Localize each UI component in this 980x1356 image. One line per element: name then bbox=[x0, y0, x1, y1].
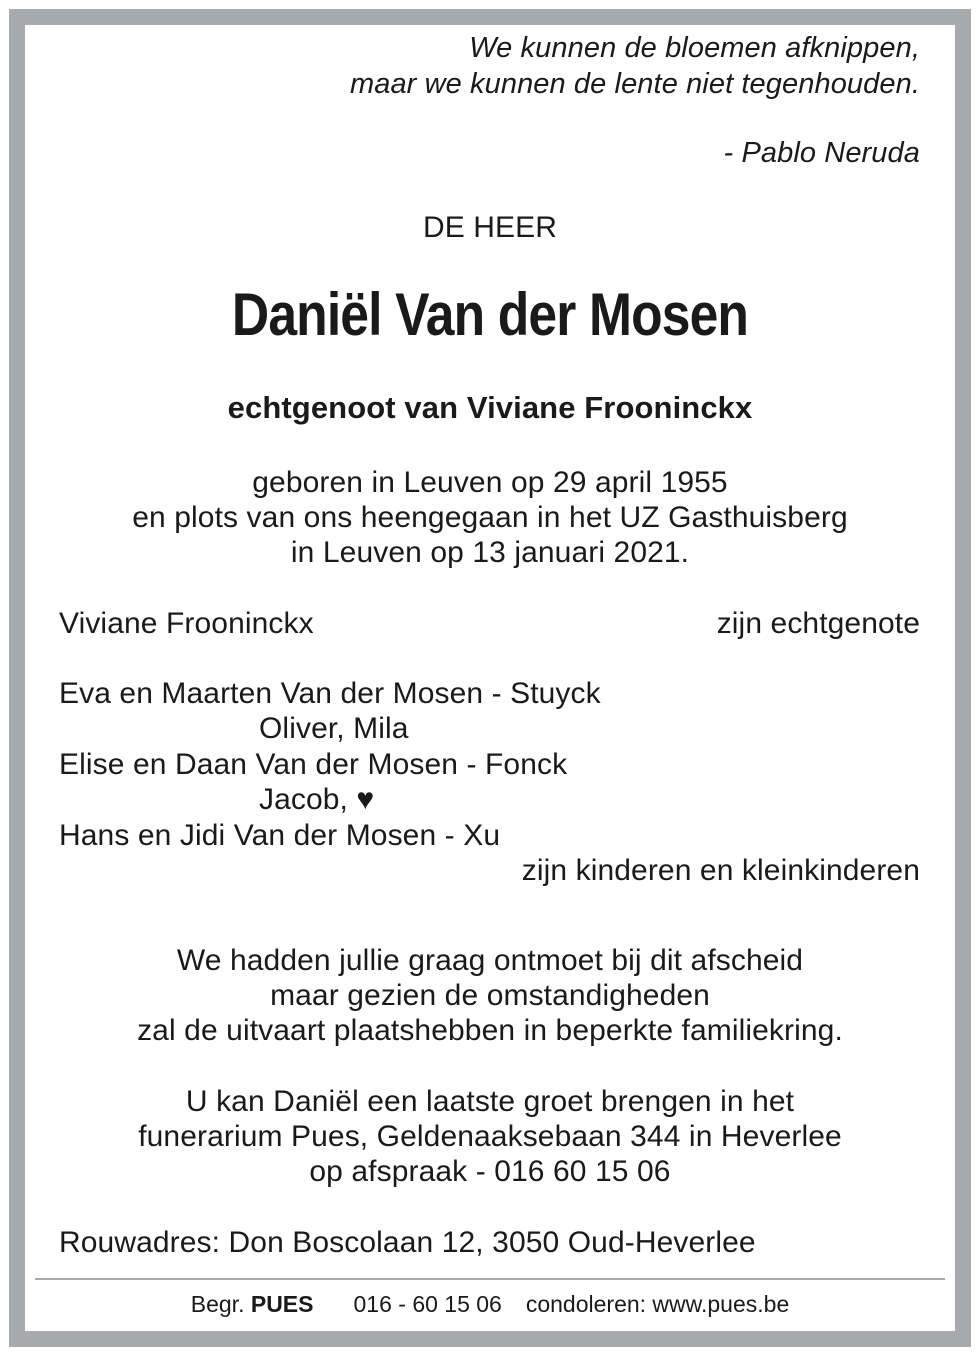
birth-line: geboren in Leuven op 29 april 1955 bbox=[252, 466, 728, 499]
message-line-3: zal de uitvaart plaatshebben in beperkte familiekring. bbox=[137, 1014, 843, 1047]
obituary-card bbox=[25, 25, 955, 1331]
quote-line-2: maar we kunnen de lente niet tegenhouden. bbox=[349, 68, 920, 100]
visit-line-3: op afspraak - 016 60 15 06 bbox=[309, 1155, 671, 1188]
spouse-name: Viviane Frooninckx bbox=[59, 607, 314, 640]
spouse-role: zijn echtgenote bbox=[716, 607, 920, 640]
death-line-1: en plots van ons heengegaan in het UZ Gasthuisberg bbox=[132, 501, 848, 534]
grandchildren: Oliver, Mila bbox=[259, 712, 409, 745]
family-member: Eva en Maarten Van der Mosen - Stuyck bbox=[59, 677, 601, 710]
footer bbox=[25, 1290, 955, 1318]
deceased-name: Daniël Van der Mosen bbox=[231, 281, 749, 348]
grandchildren: Jacob, ♥ bbox=[259, 783, 375, 816]
footer-condolence: condoleren: www.pues.be bbox=[525, 1291, 790, 1317]
family-member: Hans en Jidi Van der Mosen - Xu bbox=[59, 819, 501, 852]
mourning-address: Rouwadres: Don Boscolaan 12, 3050 Oud-Heverlee bbox=[59, 1226, 756, 1259]
children-role: zijn kinderen en kleinkinderen bbox=[521, 854, 920, 887]
footer-prefix: Begr. bbox=[190, 1291, 245, 1317]
visit-line-1: U kan Daniël een laatste groet brengen in het bbox=[185, 1085, 795, 1118]
quote-line-1: We kunnen de bloemen afknippen, bbox=[469, 32, 920, 64]
spouse-line: echtgenoot van Viviane Frooninckx bbox=[227, 390, 753, 425]
death-line-2: in Leuven op 13 januari 2021. bbox=[290, 536, 690, 569]
family-member: Elise en Daan Van der Mosen - Fonck bbox=[59, 748, 568, 781]
quote-author: - Pablo Neruda bbox=[723, 137, 920, 169]
funeral-company: PUES bbox=[250, 1291, 314, 1317]
message-line-1: We hadden jullie graag ontmoet bij dit afscheid bbox=[176, 944, 804, 977]
footer-phone: 016 - 60 15 06 bbox=[353, 1291, 502, 1317]
honorific-title: DE HEER bbox=[422, 211, 558, 244]
message-line-2: maar gezien de omstandigheden bbox=[270, 979, 710, 1012]
visit-line-2: funerarium Pues, Geldenaaksebaan 344 in Heverlee bbox=[138, 1120, 842, 1153]
footer-divider bbox=[35, 1278, 945, 1280]
